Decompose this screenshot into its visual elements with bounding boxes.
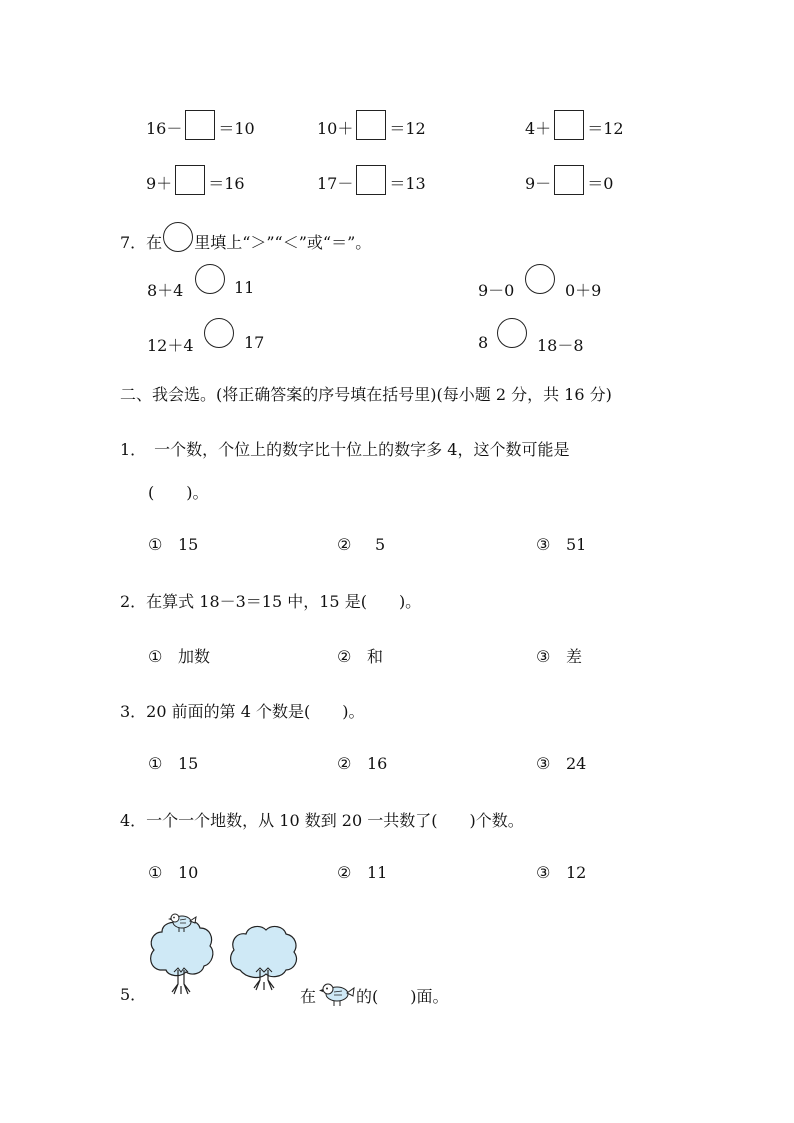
answer-box[interactable] <box>356 165 386 195</box>
option-text: 加数 <box>178 647 211 666</box>
equation-right: ＝16 <box>208 174 245 193</box>
option-text: 12 <box>566 863 587 882</box>
equation-right: ＝13 <box>389 174 426 193</box>
equation-right: ＝12 <box>389 119 426 138</box>
option-text: 15 <box>178 535 199 554</box>
equation-left: 9－ <box>525 174 552 193</box>
option-mark: ③ <box>536 863 551 882</box>
answer-box[interactable] <box>554 110 584 140</box>
q5-text-before: 在 <box>300 987 317 1006</box>
compare-circle[interactable] <box>525 264 555 294</box>
q7-instruction <box>120 222 371 253</box>
answer-box[interactable] <box>185 110 215 140</box>
equation-left: 4＋ <box>525 119 552 138</box>
option-2[interactable] <box>337 754 387 773</box>
q7-left-3: 12＋4 <box>147 336 194 355</box>
q7-prefix: 7．在 <box>120 233 163 252</box>
option-mark: ② <box>337 754 352 773</box>
question-5-number: 5． <box>120 985 147 1004</box>
q7-right-1: 11 <box>234 278 255 297</box>
tree-with-bird-icon <box>148 908 216 996</box>
equation-right: ＝0 <box>587 174 614 193</box>
equation-6 <box>525 165 613 195</box>
option-2[interactable] <box>337 644 383 667</box>
option-text: 和 <box>367 647 384 666</box>
equation-1 <box>146 110 255 140</box>
equation-right: ＝10 <box>218 119 255 138</box>
equation-4 <box>146 165 245 195</box>
option-mark: ③ <box>536 535 551 554</box>
section-title: 二、我会选。(将正确答案的序号填在括号里)(每小题 2 分，共 16 分) <box>120 385 612 404</box>
tree-icon <box>228 922 302 992</box>
question-2-stem: 2．在算式 18－3＝15 中，15 是( )。 <box>120 592 422 611</box>
option-text: 5 <box>375 535 386 554</box>
q7-left-1: 8＋4 <box>147 281 184 300</box>
option-3[interactable] <box>536 644 582 667</box>
compare-circle[interactable] <box>497 318 527 348</box>
option-2[interactable] <box>337 863 387 882</box>
equation-right: ＝12 <box>587 119 624 138</box>
option-mark: ② <box>337 863 352 882</box>
answer-box[interactable] <box>356 110 386 140</box>
option-3[interactable] <box>536 863 586 882</box>
option-mark: ③ <box>536 754 551 773</box>
option-text: 10 <box>178 863 199 882</box>
q7-left-4: 8 <box>478 333 489 352</box>
option-text: 51 <box>566 535 587 554</box>
q5-text-after: 的( )面。 <box>356 987 449 1006</box>
compare-circle[interactable] <box>204 318 234 348</box>
option-2[interactable] <box>337 535 385 554</box>
question-5-text <box>300 980 449 1008</box>
q7-right-4: 18－8 <box>537 336 584 355</box>
equation-left: 10＋ <box>317 119 354 138</box>
option-3[interactable] <box>536 535 586 554</box>
compare-circle[interactable] <box>195 264 225 294</box>
option-1[interactable] <box>148 863 198 882</box>
answer-box[interactable] <box>175 165 205 195</box>
equation-left: 9＋ <box>146 174 173 193</box>
q7-left-2: 9－0 <box>478 281 515 300</box>
q7-right-3: 17 <box>244 333 265 352</box>
equation-3 <box>525 110 624 140</box>
option-mark: ① <box>148 754 163 773</box>
question-1-stem: 1． 一个数，个位上的数字比十位上的数字多 4，这个数可能是 <box>120 440 570 459</box>
option-mark: ② <box>337 647 352 666</box>
q7-right-2: 0＋9 <box>565 281 602 300</box>
option-mark: ① <box>148 647 163 666</box>
option-mark: ② <box>337 535 352 554</box>
equation-left: 16－ <box>146 119 183 138</box>
q7-suffix: 里填上“＞”“＜”或“＝”。 <box>194 233 372 252</box>
equation-left: 17－ <box>317 174 354 193</box>
question-3-stem: 3．20 前面的第 4 个数是( )。 <box>120 702 365 721</box>
option-text: 差 <box>566 647 583 666</box>
option-1[interactable] <box>148 535 198 554</box>
option-1[interactable] <box>148 644 210 667</box>
question-1-stem2: ( )。 <box>148 483 209 502</box>
option-text: 16 <box>367 754 388 773</box>
option-3[interactable] <box>536 754 586 773</box>
question-4-stem: 4．一个一个地数，从 10 数到 20 一共数了( )个数。 <box>120 811 524 830</box>
bird-icon <box>317 980 355 1008</box>
equation-5 <box>317 165 426 195</box>
option-text: 15 <box>178 754 199 773</box>
option-1[interactable] <box>148 754 198 773</box>
equation-2 <box>317 110 426 140</box>
circle-icon <box>163 222 193 252</box>
option-text: 24 <box>566 754 587 773</box>
option-mark: ① <box>148 863 163 882</box>
option-mark: ③ <box>536 647 551 666</box>
answer-box[interactable] <box>554 165 584 195</box>
option-mark: ① <box>148 535 163 554</box>
option-text: 11 <box>367 863 388 882</box>
